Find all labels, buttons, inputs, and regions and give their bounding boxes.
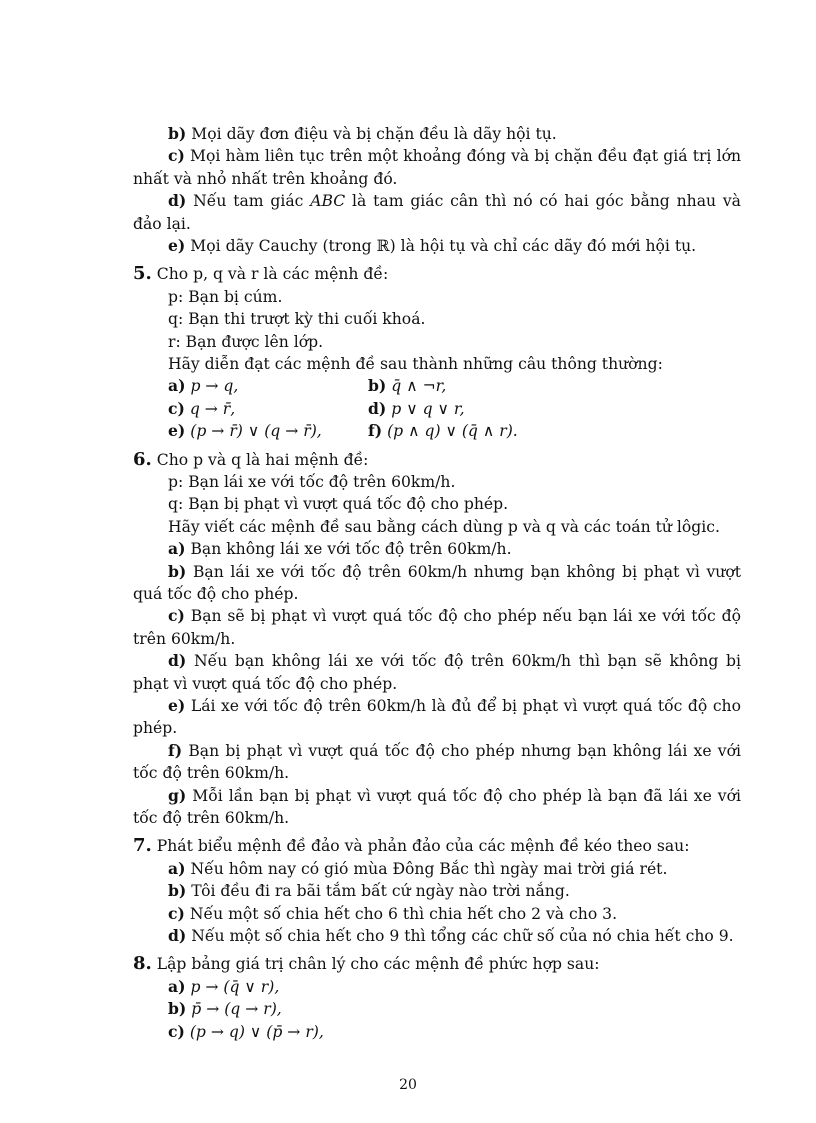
ex7-heading bbox=[133, 835, 741, 857]
page-content bbox=[133, 123, 741, 1043]
item-text: Bạn bị phạt vì vượt quá tốc độ cho phép nhưng bạn không lái xe với tốc độ trên 60km/h. bbox=[133, 741, 741, 783]
item-text: Bạn lái xe với tốc độ trên 60km/h nhưng bạn không bị phạt vì vượt quá tốc độ cho phép. bbox=[133, 562, 741, 603]
ex7-item-d bbox=[133, 925, 741, 947]
formula: p → (q̄ ∨ r), bbox=[190, 977, 280, 996]
item-label: b) bbox=[168, 999, 187, 1019]
item-text: Mỗi lần bạn bị phạt vì vượt quá tốc độ cho phép là bạn đã lái xe với tốc độ trên 60km/h. bbox=[133, 786, 741, 827]
formula: q̄ ∧ ¬r, bbox=[391, 377, 447, 396]
item-label: d) bbox=[368, 398, 387, 418]
item-label: a) bbox=[168, 976, 186, 996]
formula: p̄ → (q → r), bbox=[191, 1000, 282, 1019]
ex4-item-c bbox=[133, 145, 741, 190]
formula: p ∨ q ∨ r, bbox=[391, 399, 465, 418]
ex5-prop-r: r: Bạn được lên lớp. bbox=[168, 332, 324, 351]
item-text: Nếu hôm nay có gió mùa Đông Bắc thì ngày mai trời giá rét. bbox=[190, 859, 668, 878]
item-label: d) bbox=[168, 191, 187, 211]
item-text: Bạn không lái xe với tốc độ trên 60km/h. bbox=[190, 540, 512, 559]
exercise-intro: Phát biểu mệnh đề đảo và phản đảo của các mệnh đề kéo theo sau: bbox=[156, 837, 690, 856]
ex5-prop-q: q: Bạn thi trượt kỳ thi cuối khoá. bbox=[168, 310, 426, 329]
ex6-item-d bbox=[133, 650, 741, 695]
ex7-item-c bbox=[133, 903, 741, 925]
ex6-item-e bbox=[133, 695, 741, 740]
item-label: e) bbox=[168, 236, 186, 256]
ex5-item-a bbox=[168, 375, 368, 397]
ex5-item-e bbox=[168, 420, 368, 442]
exercise-intro: Cho p và q là hai mệnh đề: bbox=[156, 450, 369, 469]
ex6-item-g bbox=[133, 785, 741, 830]
item-label: a) bbox=[168, 539, 186, 559]
item-text: Nếu tam giác bbox=[193, 192, 304, 211]
ex4-item-d bbox=[133, 190, 741, 235]
ex5-item-d bbox=[368, 398, 578, 420]
item-text: Mọi hàm liên tục trên một khoảng đóng và bị chặn đều đạt giá trị lớn nhất và nhỏ nhất trên khoảng đó. bbox=[133, 147, 741, 188]
exercise-intro: Lập bảng giá trị chân lý cho các mệnh đề phức hợp sau: bbox=[156, 955, 600, 974]
ex6-heading bbox=[133, 449, 741, 471]
item-text: Tôi đều đi ra bãi tắm bất cứ ngày nào trời nắng. bbox=[191, 882, 570, 901]
ex7-item-a bbox=[133, 858, 741, 880]
ex5-instruction: Hãy diễn đạt các mệnh đề sau thành những câu thông thường: bbox=[168, 355, 663, 373]
ex6-instruction: Hãy viết các mệnh đề sau bằng cách dùng p và q và các toán tử lôgic. bbox=[168, 517, 720, 536]
item-label: b) bbox=[368, 376, 387, 396]
ex6-item-f bbox=[133, 740, 741, 785]
item-label: f) bbox=[368, 421, 383, 441]
math-abc: ABC bbox=[310, 192, 346, 211]
ex4-item-e bbox=[133, 235, 741, 257]
item-text: Lái xe với tốc độ trên 60km/h là đủ để bị phạt vì vượt quá tốc độ cho phép. bbox=[133, 696, 741, 738]
item-label: b) bbox=[168, 124, 187, 143]
ex7-item-b bbox=[133, 880, 741, 902]
formula: (p ∧ q) ∨ (q̄ ∧ r). bbox=[387, 422, 518, 441]
ex5-item-c bbox=[168, 398, 368, 420]
item-label: a) bbox=[168, 376, 186, 396]
ex6-item-a bbox=[133, 538, 741, 560]
formula: (p → r̄) ∨ (q → r̄), bbox=[190, 422, 322, 441]
item-label: e) bbox=[168, 421, 186, 441]
item-label: f) bbox=[168, 740, 183, 760]
item-label: c) bbox=[168, 146, 185, 166]
exercise-intro: Cho p, q và r là các mệnh đề: bbox=[156, 265, 389, 284]
ex6-item-c bbox=[133, 605, 741, 650]
ex5-heading bbox=[133, 263, 741, 285]
item-label: g) bbox=[168, 785, 187, 805]
item-label: b) bbox=[168, 561, 187, 581]
ex5-item-b bbox=[368, 375, 578, 397]
item-label: c) bbox=[168, 1021, 185, 1041]
item-text: Mọi dãy đơn điệu và bị chặn đều là dãy hội tụ. bbox=[191, 125, 557, 143]
ex8-item-c bbox=[133, 1021, 741, 1043]
ex6-item-b bbox=[133, 561, 741, 606]
exercise-number: 6. bbox=[133, 448, 152, 470]
item-text: là tam giác cân thì nó có hai góc bằng nhau và đảo lại. bbox=[133, 192, 741, 233]
exercise-number: 5. bbox=[133, 263, 152, 285]
item-label: c) bbox=[168, 398, 185, 418]
ex8-heading bbox=[133, 953, 741, 975]
item-label: c) bbox=[168, 903, 185, 923]
ex5-prop-p: p: Bạn bị cúm. bbox=[168, 287, 283, 306]
ex8-item-b bbox=[133, 998, 741, 1020]
ex6-prop-p: p: Bạn lái xe với tốc độ trên 60km/h. bbox=[168, 472, 456, 491]
item-label: d) bbox=[168, 651, 187, 671]
item-label: c) bbox=[168, 606, 185, 626]
item-text: Nếu một số chia hết cho 9 thì tổng các chữ số của nó chia hết cho 9. bbox=[191, 926, 734, 945]
item-label: e) bbox=[168, 695, 186, 715]
item-label: a) bbox=[168, 858, 186, 878]
item-label: d) bbox=[168, 925, 187, 945]
page-number: 20 bbox=[399, 1077, 417, 1093]
item-text: Mọi dãy Cauchy (trong ℝ) là hội tụ và chỉ các dãy đó mới hội tụ. bbox=[190, 237, 697, 256]
ex5-items bbox=[133, 375, 741, 442]
ex4-item-b bbox=[133, 123, 741, 145]
ex8-item-a bbox=[133, 976, 741, 998]
item-text: Bạn sẽ bị phạt vì vượt quá tốc độ cho phép nếu bạn lái xe với tốc độ trên 60km/h. bbox=[133, 607, 741, 648]
formula: (p → q) ∨ (p̄ → r), bbox=[189, 1022, 324, 1041]
exercise-number: 8. bbox=[133, 953, 152, 975]
formula: p → q, bbox=[190, 377, 239, 396]
ex6-prop-q: q: Bạn bị phạt vì vượt quá tốc độ cho phép. bbox=[168, 495, 509, 514]
exercise-number: 7. bbox=[133, 835, 152, 857]
item-label: b) bbox=[168, 881, 187, 901]
ex5-item-f bbox=[368, 420, 578, 442]
item-text: Nếu một số chia hết cho 6 thì chia hết cho 2 và cho 3. bbox=[189, 904, 618, 923]
item-text: Nếu bạn không lái xe với tốc độ trên 60km/h thì bạn sẽ không bị phạt vì vượt quá tốc độ cho phép. bbox=[133, 652, 741, 693]
formula: q → r̄, bbox=[189, 399, 236, 418]
